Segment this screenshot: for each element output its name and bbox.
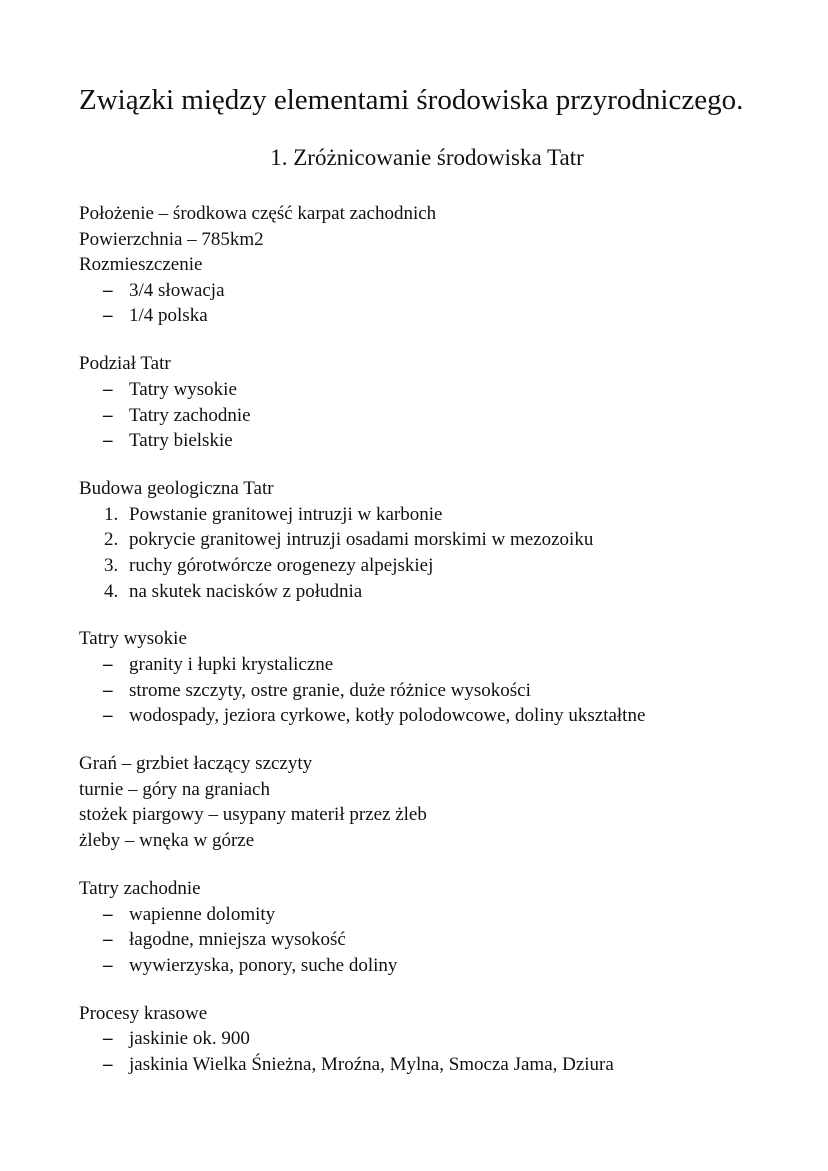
numbered-item <box>79 553 799 579</box>
list-item <box>79 927 799 953</box>
list-item-text: 1/4 polska <box>129 305 208 327</box>
definition-line: Grań – grzbiet łaczący szczyty <box>79 753 313 775</box>
section-title: 1. Zróżnicowanie środowiska Tatr <box>270 145 584 170</box>
definition-line: stożek piargowy – usypany materił przez żleb <box>79 804 427 826</box>
list-item <box>79 403 799 429</box>
location-line: Położenie – środkowa część karpat zachodnich <box>79 203 437 224</box>
numbered-item-text: na skutek nacisków z południa <box>129 580 363 602</box>
karst-heading: Procesy krasowe <box>79 1002 208 1024</box>
dash-bullet-icon: – <box>103 305 113 327</box>
dash-bullet-icon: – <box>103 679 113 701</box>
dash-bullet-icon: – <box>103 430 113 452</box>
document-title: Związki między elementami środowiska przyrodniczego. <box>79 84 744 116</box>
list-item <box>79 278 799 304</box>
numbered-item <box>79 579 799 605</box>
list-item-text: granity i łupki krystaliczne <box>129 654 334 676</box>
division-section <box>79 351 799 453</box>
list-item <box>79 303 799 329</box>
list-item <box>79 377 799 403</box>
list-item-text: 3/4 słowacja <box>129 279 225 301</box>
list-item-text: łagodne, mniejsza wysokość <box>129 929 346 951</box>
list-item-text: wywierzyska, ponory, suche doliny <box>129 954 398 976</box>
western-tatras-heading: Tatry zachodnie <box>79 878 201 900</box>
dash-bullet-icon: – <box>103 404 113 426</box>
list-item <box>79 678 799 704</box>
list-item <box>79 1052 799 1078</box>
high-tatras-heading: Tatry wysokie <box>79 628 187 650</box>
dash-bullet-icon: – <box>103 279 113 301</box>
list-item-text: Tatry zachodnie <box>129 404 251 426</box>
list-item-text: strome szczyty, ostre granie, duże różnice wysokości <box>129 679 531 701</box>
dash-bullet-icon: – <box>103 954 113 976</box>
list-item <box>79 703 799 729</box>
numbered-item-text: pokrycie granitowej intruzji osadami morskimi w mezozoiku <box>129 529 594 551</box>
numbered-item <box>79 527 799 553</box>
list-item-text: Tatry bielskie <box>129 430 233 452</box>
dash-bullet-icon: – <box>103 705 113 727</box>
dash-bullet-icon: – <box>103 903 113 925</box>
item-number: 1. <box>104 503 119 525</box>
definition-line: żleby – wnęka w górze <box>79 830 255 852</box>
geology-section <box>79 476 799 604</box>
numbered-item-text: Powstanie granitowej intruzji w karbonie <box>129 503 443 525</box>
definition-line: turnie – góry na graniach <box>79 778 270 800</box>
distribution-heading: Rozmieszczenie <box>79 254 203 276</box>
document-body <box>79 201 799 1078</box>
item-number: 2. <box>104 529 119 551</box>
list-item-text: wodospady, jeziora cyrkowe, kotły polodowcowe, doliny ukształtne <box>129 705 646 727</box>
definitions-section <box>79 751 799 853</box>
intro-section <box>79 201 799 329</box>
dash-bullet-icon: – <box>103 378 113 400</box>
geology-heading: Budowa geologiczna Tatr <box>79 478 274 500</box>
dash-bullet-icon: – <box>103 654 113 676</box>
numbered-item-text: ruchy górotwórcze orogenezy alpejskiej <box>129 554 434 576</box>
list-item <box>79 953 799 979</box>
list-item-text: Tatry wysokie <box>129 378 237 400</box>
list-item <box>79 652 799 678</box>
high-tatras-section <box>79 626 799 728</box>
dash-bullet-icon: – <box>103 929 113 951</box>
area-line: Powierzchnia – 785km2 <box>79 228 264 250</box>
dash-bullet-icon: – <box>103 1053 113 1075</box>
western-tatras-section <box>79 876 799 978</box>
list-item <box>79 428 799 454</box>
list-item-text: wapienne dolomity <box>129 903 276 925</box>
item-number: 4. <box>104 580 119 602</box>
item-number: 3. <box>104 554 119 576</box>
list-item <box>79 902 799 928</box>
division-heading: Podział Tatr <box>79 353 171 375</box>
list-item-text: jaskinie ok. 900 <box>129 1028 250 1050</box>
numbered-item <box>79 502 799 528</box>
dash-bullet-icon: – <box>103 1028 113 1050</box>
list-item-text: jaskinia Wielka Śnieżna, Mroźna, Mylna, Smocza Jama, Dziura <box>129 1053 614 1075</box>
karst-section <box>79 1001 799 1078</box>
list-item <box>79 1026 799 1052</box>
